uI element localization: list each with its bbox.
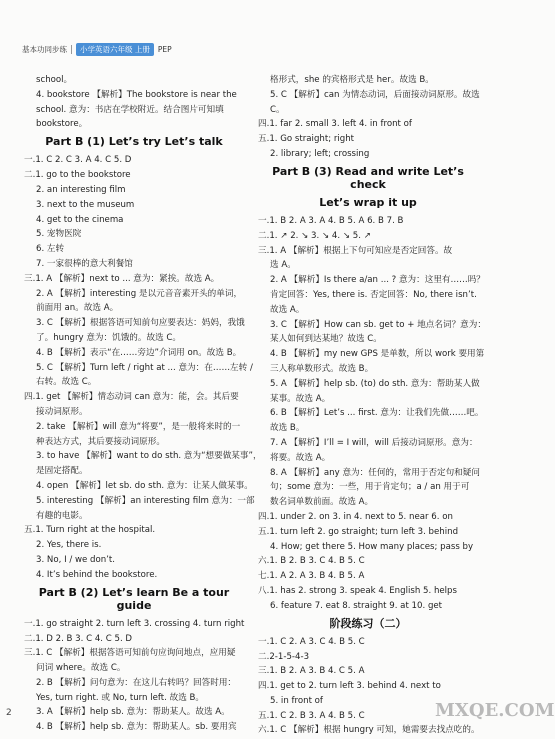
answer-line: 3. to have 【解析】want to do sth. 意为“想要做某事”，	[36, 451, 262, 462]
answer-line: 2. B 【解析】问句意为：在这儿右转吗？回答时用：	[36, 677, 237, 688]
answer-line: 2. A 【解析】interesting 是以元音音素开头的单词，	[36, 288, 243, 299]
right-column	[258, 74, 486, 739]
answer-line: 故选 B。	[270, 423, 305, 434]
answer-line: 数名词单数前面。故选 A。	[270, 497, 374, 508]
answer-line: 二.1. go to the bookstore	[24, 170, 131, 181]
answer-line: 3. No, I / we don’t.	[36, 554, 116, 565]
answer-line: 6. B 【解析】Let’s ... first. 意为：让我们先做……吧。	[270, 408, 484, 419]
answer-line: 6. feature 7. eat 8. straight 9. at 10. get	[270, 600, 443, 611]
answer-line: 一.1. go straight 2. turn left 3. crossing 4. turn right	[24, 618, 245, 629]
answer-line: 有趣的电影。	[36, 510, 88, 521]
answer-line: 句；some 意为：一些，用于肯定句；a / an 用于可	[270, 482, 470, 493]
answer-line: 7. A 【解析】I’ll = I will，will 后接动词原形。意为：	[270, 437, 478, 448]
answer-line: 故选 A。	[270, 304, 305, 315]
answer-line: 5. C 【解析】can 为情态动词，后面接动词原形。故选	[270, 89, 480, 100]
answer-line: 将要。故选 A。	[270, 452, 331, 463]
answer-line: 8. A 【解析】any 意为：任何的，常用于否定句和疑问	[270, 467, 480, 478]
header-divider	[71, 45, 72, 54]
answer-line: 4. B 【解析】help sb. 意为：帮助某人。sb. 要用宾	[36, 722, 237, 733]
page-header	[22, 43, 172, 56]
answer-line: 三.1. C 【解析】根据答语可知前句应询问地点，应用疑	[24, 648, 236, 659]
answer-line: 某人如何到达某地？故选 C。	[270, 334, 382, 345]
answer-line: 4. B 【解析】my new GPS 是单数，所以 work 要用第	[270, 349, 485, 360]
section-title: 阶段练习（二）	[329, 616, 407, 630]
answer-line: 三人称单数形式。故选 B。	[270, 363, 374, 374]
answer-line: 2. A 【解析】Is there a/an ... ? 意为：这里有……吗？	[270, 275, 485, 286]
section-title: Part B (1) Let’s try Let’s talk	[45, 135, 223, 149]
answer-line: 四.1. get 【解析】情态动词 can 意为：能，会。其后要	[24, 392, 239, 403]
answer-line: 种表达方式，其后要接动词原形。	[36, 436, 165, 447]
answer-line: 二.1. D 2. B 3. C 4. C 5. D	[24, 633, 133, 644]
answer-line: 接动词原形。	[36, 406, 88, 417]
left-column	[24, 74, 262, 736]
answer-line: 4. B 【解析】表示“在……旁边”介词用 on。故选 B。	[36, 347, 242, 358]
answer-line: 五.1. C 2. B 3. A 4. B 5. C	[258, 710, 365, 721]
answer-line: 3. A 【解析】help sb. 意为：帮助某人。故选 A。	[36, 707, 230, 718]
answer-line: 一.1. C 2. A 3. C 4. B 5. C	[258, 636, 365, 647]
answer-line: 某事。故选 A。	[270, 393, 331, 404]
watermark-logo: MXQE.COM	[435, 700, 555, 721]
answer-line: 3. C 【解析】根据答语可知前句应要表达：妈妈，我饿	[36, 318, 245, 329]
answer-line: 三.1. A 【解析】根据上下句可知应是否定回答。故	[258, 245, 453, 256]
answer-line: 4. bookstore 【解析】The bookstore is near the	[36, 89, 237, 100]
answer-line: 二.2-1-5-4-3	[258, 651, 310, 662]
answer-line: 格形式，she 的宾格形式是 her。故选 B。	[270, 75, 434, 85]
answer-line: 5. interesting 【解析】an interesting film 意为：一部	[36, 495, 255, 506]
answer-line: 二.1. ↗ 2. ↘ 3. ↘ 4. ↘ 5. ↗	[258, 230, 371, 241]
answer-line: 2. take 【解析】will 意为“将要”，是一般将来时的一	[36, 421, 241, 432]
answer-line: 右转。故选 C。	[36, 377, 97, 388]
answer-line: 4. get to the cinema	[36, 214, 124, 225]
edition-label: PEP	[157, 45, 172, 54]
answer-line: school。	[36, 75, 73, 85]
answer-line: 肯定回答：Yes, there is. 否定回答：No, there isn’t.	[270, 289, 477, 300]
answer-line: 前面用 an。故选 A。	[36, 303, 119, 314]
answer-line: 5. in front of	[270, 695, 323, 706]
answer-line: C。	[270, 104, 285, 115]
answer-line: 3. C 【解析】How can sb. get to + 地点名词？意为：	[270, 319, 486, 330]
answer-line: 4. It’s behind the bookstore.	[36, 569, 158, 580]
section-title: Let’s wrap it up	[319, 195, 417, 209]
answer-line: 7. 一家很棒的意大利餐馆	[36, 258, 133, 269]
answer-line: 2. Yes, there is.	[36, 540, 102, 551]
answer-line: 选 A。	[270, 260, 296, 271]
answer-line: 四.1. far 2. small 3. left 4. in front of	[258, 119, 412, 130]
answer-line: 一.1. C 2. C 3. A 4. C 5. D	[24, 155, 132, 166]
answer-line: 5. 宠物医院	[36, 229, 82, 240]
answer-line: 5. A 【解析】help sb. (to) do sth. 意为：帮助某人做	[270, 378, 480, 389]
answer-line: 四.1. under 2. on 3. in 4. next to 5. near 6. on	[258, 511, 453, 522]
grade-badge: 小学英语六年级 上册	[76, 43, 154, 56]
answer-line: 4. How; get there 5. How many places; pass by	[270, 541, 474, 552]
answer-line: bookstore。	[36, 119, 88, 130]
answer-line: 了。hungry 意为：饥饿的。故选 C。	[36, 332, 182, 343]
answer-line: 是固定搭配。	[36, 466, 88, 477]
answer-line: 2. library; left; crossing	[270, 148, 370, 159]
answer-line: school. 意为：书店在学校附近。结合图片可知填	[36, 104, 224, 115]
answer-line: 4. open 【解析】let sb. do sth. 意为：让某人做某事。	[36, 480, 253, 491]
section-title: Part B (3) Read and write Let’s check	[272, 164, 464, 191]
answer-line: 五.1. Turn right at the hospital.	[24, 525, 156, 536]
answer-line: 五.1. Go straight; right	[258, 134, 355, 145]
answer-line: 2. an interesting film	[36, 184, 126, 195]
answer-line: 三.1. A 【解析】next to ... 意为：紧挨。故选 A。	[24, 273, 220, 284]
page-number: 2	[6, 708, 12, 718]
answer-line: 三.1. B 2. A 3. B 4. C 5. A	[258, 666, 365, 677]
answer-line: 六.1. B 2. B 3. C 4. B 5. C	[258, 556, 365, 567]
answer-line: 六.1. C 【解析】根据 hungry 可知，她需要去找点吃的。	[258, 725, 480, 736]
answer-line: 5. C 【解析】Turn left / right at ... 意为：在……左转 /	[36, 362, 253, 373]
answer-line: 五.1. turn left 2. go straight; turn left 3. behind	[258, 526, 459, 537]
answer-line: 八.1. has 2. strong 3. speak 4. English 5. helps	[258, 585, 457, 596]
answer-line: 问词 where。故选 C。	[36, 663, 126, 674]
series-title: 基本功同步练	[22, 45, 67, 54]
answer-line: 6. 左转	[36, 244, 65, 255]
answer-line: 七.1. A 2. A 3. B 4. B 5. A	[258, 571, 365, 582]
answer-line: Yes, turn right. 或 No, turn left. 故选 B。	[36, 692, 205, 703]
answer-line: 一.1. B 2. A 3. A 4. B 5. A 6. B 7. B	[258, 215, 404, 226]
answer-line: 3. next to the museum	[36, 199, 135, 210]
answer-line: 四.1. get to 2. turn left 3. behind 4. next to	[258, 681, 441, 692]
section-title: Part B (2) Let’s learn Be a tour guide	[38, 585, 230, 612]
